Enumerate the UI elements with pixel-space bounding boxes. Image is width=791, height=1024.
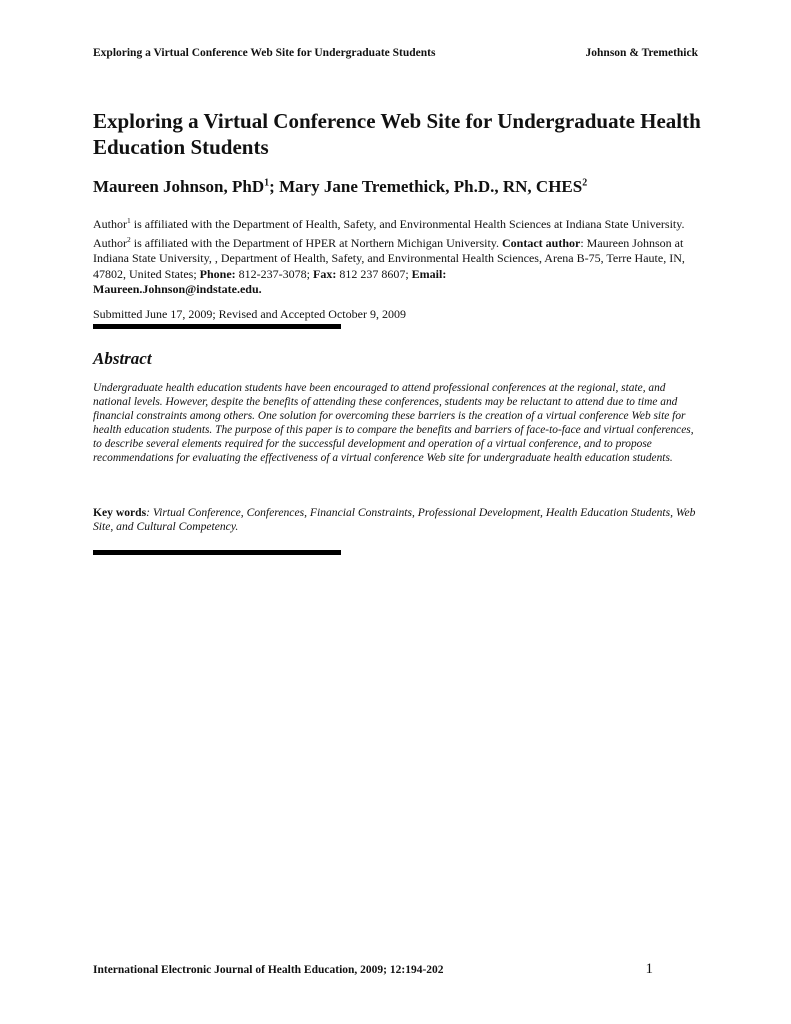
section-divider-bottom [93, 550, 341, 555]
affiliation-text-2: is affiliated with the Department of HPER at Northern Michigan University. [130, 236, 502, 251]
fax-value: 812 237 8607; [336, 266, 412, 281]
running-head-authors: Johnson & Tremethick [585, 47, 698, 59]
page-number: 1 [645, 961, 653, 977]
affiliation-block [93, 213, 703, 297]
author-1-superscript: 1 [264, 177, 270, 189]
contact-author-label: Contact author [502, 236, 581, 251]
author-1-name: Maureen Johnson, PhD [93, 177, 265, 196]
affiliation-author-1-word: Author [93, 217, 127, 231]
affiliation-sup-2: 2 [127, 235, 131, 245]
submission-dates: Submitted June 17, 2009; Revised and Accepted October 9, 2009 [93, 307, 406, 321]
abstract-body: Undergraduate health education students have been encouraged to attend professional conferences at the regional, state, and national levels. However, despite the benefits of attending these conferences, students may be reluctant to attend due to time and financial constraints among others. One solution for overcoming these barriers is the creation of a virtual conference Web site for health education students. The purpose of this paper is to compare the benefits and barriers of face-to-face and virtual conferences, to describe several elements required for the successful development and operation of a virtual conference, and to propose recommendations for evaluating the effectiveness of a virtual conference Web site for undergraduate health education students. [93, 382, 694, 465]
affiliation-text-1: is affiliated with the Department of Health, Safety, and Environmental Health Sciences at Indiana State University. [130, 217, 685, 231]
section-divider-top [93, 324, 341, 329]
phone-label: Phone: [199, 266, 236, 281]
author-2-superscript: 2 [582, 177, 588, 189]
abstract-heading: Abstract [93, 349, 152, 368]
page-footer [93, 961, 653, 977]
keywords [93, 506, 698, 534]
journal-citation: International Electronic Journal of Health Education, 2009; 12:194-202 [93, 964, 444, 976]
phone-value: 812-237-3078; [235, 266, 313, 281]
keywords-label: Key words [93, 506, 147, 519]
contact-author-text: : Maureen Johnson at Indiana State University, , Department of Health, Safety, and Environmental Health Sciences, Arena B-75, Terre Haute, IN, 47802, United States; [93, 236, 685, 281]
email-link[interactable]: Maureen.Johnson@indstate.edu. [93, 281, 262, 296]
author-separator: ; [269, 177, 280, 196]
author-2-name: Mary Jane Tremethick, Ph.D., RN, CHES [279, 177, 583, 196]
author-list [93, 177, 713, 197]
email-label: Email: [411, 266, 447, 281]
keywords-text: : Virtual Conference, Conferences, Financial Constraints, Professional Development, Health Education Students, Web Site, and Cultural Competency. [93, 506, 696, 534]
fax-label: Fax: [313, 266, 337, 281]
running-head-title: Exploring a Virtual Conference Web Site for Undergraduate Students [93, 47, 436, 59]
affiliation-author-2-word: Author [93, 236, 127, 251]
paper-title: Exploring a Virtual Conference Web Site for Undergraduate Health Education Students [93, 109, 701, 159]
affiliation-sup-1: 1 [127, 216, 131, 225]
